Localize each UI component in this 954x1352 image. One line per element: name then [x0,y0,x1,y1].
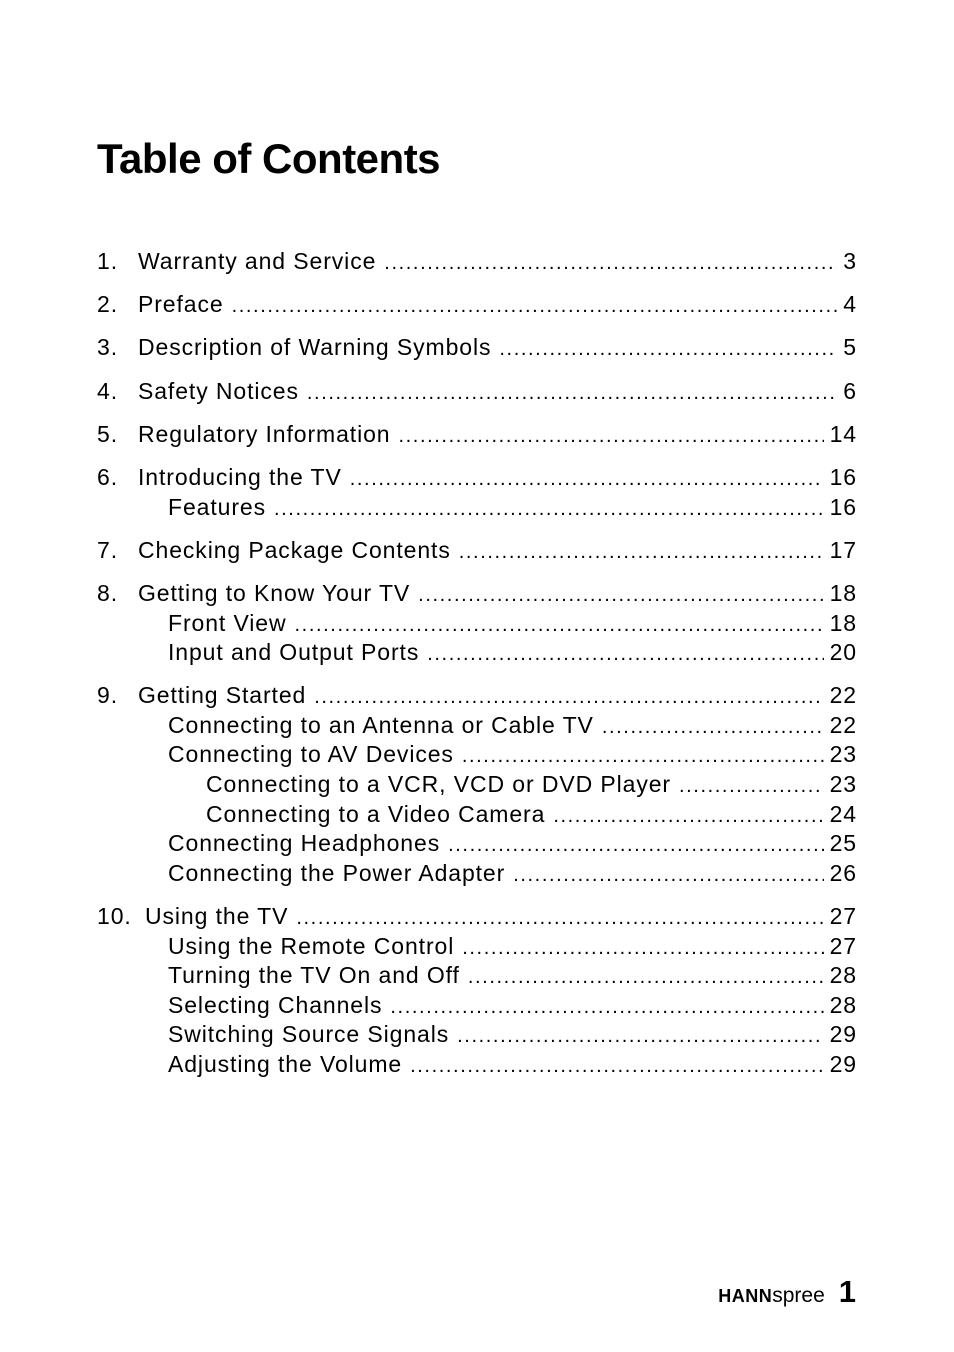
toc-label: Preface [138,291,224,318]
dot-leader [390,996,823,1019]
toc-subentry[interactable] [97,992,857,1022]
toc-label: Input and Output Ports [168,639,420,666]
toc-subentry[interactable] [97,494,857,524]
dot-leader [553,805,823,828]
toc-label: Turning the TV On and Off [168,962,460,989]
toc-page-number: 18 [829,609,857,636]
toc-page-number: 18 [829,579,857,606]
dot-leader [307,382,837,405]
toc-entry[interactable] [97,334,857,364]
toc-number: 8. [97,579,118,606]
toc-number: 4. [97,377,118,404]
toc-page-number: 16 [829,493,857,520]
toc-subentry[interactable] [97,1051,857,1081]
dot-leader [513,864,823,887]
toc-page-number: 22 [829,711,857,738]
toc-page-number: 24 [829,800,857,827]
toc-page-number: 22 [829,682,857,709]
toc-label: Introducing the TV [138,463,342,490]
toc-number: 10. [97,903,132,930]
toc-subentry[interactable] [97,639,857,669]
dot-leader [462,937,823,960]
toc-label: Features [168,493,266,520]
toc-page-number: 5 [843,334,857,361]
dot-leader [410,1055,824,1078]
toc-page-number: 17 [829,536,857,563]
dot-leader [462,745,824,768]
toc-label: Using the TV [145,903,289,930]
toc-page-number: 3 [843,248,857,274]
toc-page-number: 23 [829,771,857,798]
toc-number: 1. [97,248,118,274]
toc-subentry[interactable] [97,610,857,640]
toc-page-number: 20 [829,639,857,666]
toc-page-number: 29 [829,1051,857,1077]
toc-entry[interactable] [97,421,857,451]
toc-page-number: 14 [829,420,857,447]
brand-logo-hann: HANN [718,1286,773,1306]
toc-label: Selecting Channels [168,991,383,1018]
toc-entry[interactable] [97,291,857,321]
toc-number: 3. [97,334,118,361]
toc-subentry[interactable] [97,712,857,742]
dot-leader [448,834,824,857]
toc-label: Front View [168,609,287,636]
dot-leader [602,716,824,739]
dot-leader [384,252,837,275]
dot-leader [459,541,824,564]
toc-label: Connecting Headphones [168,830,441,857]
toc-label: Adjusting the Volume [168,1051,403,1077]
dot-leader [427,643,823,666]
toc-page-number: 23 [829,741,857,768]
toc-label: Description of Warning Symbols [138,334,492,361]
toc-label: Regulatory Information [138,420,391,447]
toc-entry[interactable] [97,378,857,408]
toc-number: 6. [97,463,118,490]
brand-logo-spree: spree [772,1284,825,1307]
toc-page-number: 6 [843,377,857,404]
toc-subentry[interactable] [97,860,857,890]
toc-label: Switching Source Signals [168,1021,450,1048]
toc-page-number: 27 [829,932,857,959]
toc-entry[interactable] [97,248,857,278]
toc-subentry[interactable] [97,741,857,771]
toc-entry[interactable] [97,580,857,610]
toc-entry[interactable] [97,903,857,933]
page-title: Table of Contents [97,135,441,182]
toc-label: Safety Notices [138,377,299,404]
dot-leader [499,338,837,361]
toc-label: Connecting the Power Adapter [168,859,506,886]
toc-page-number: 26 [829,859,857,886]
toc-number: 5. [97,420,118,447]
toc-label: Connecting to an Antenna or Cable TV [168,711,594,738]
dot-leader [295,614,824,637]
dot-leader [350,468,824,491]
toc-subentry[interactable] [97,962,857,992]
page-number: 1 [838,1274,856,1309]
dot-leader [232,295,837,318]
toc-page-number: 27 [829,903,857,930]
toc-label: Getting to Know Your TV [138,579,411,606]
toc-label: Using the Remote Control [168,932,455,959]
dot-leader [398,425,823,448]
toc-label: Checking Package Contents [138,536,451,563]
toc-page-number: 29 [829,1021,857,1048]
dot-leader [296,907,823,930]
toc-subentry[interactable] [97,830,857,860]
toc-number: 9. [97,682,118,709]
toc-page-number: 28 [829,962,857,989]
toc-entry[interactable] [97,682,857,712]
toc-page-number: 28 [829,991,857,1018]
dot-leader [679,775,824,798]
toc-page-number: 25 [829,830,857,857]
toc-entry[interactable] [97,464,857,494]
toc-subentry[interactable] [97,1021,857,1051]
dot-leader [468,966,824,989]
toc-label: Connecting to a VCR, VCD or DVD Player [206,771,671,798]
toc-label: Getting Started [138,682,307,709]
toc-subsubentry[interactable] [97,801,857,831]
toc-entry[interactable] [97,537,857,567]
dot-leader [274,498,824,521]
toc-number: 2. [97,291,118,318]
toc-page-number: 16 [829,463,857,490]
toc-label: Connecting to AV Devices [168,741,454,768]
dot-leader [457,1025,823,1048]
dot-leader [418,584,823,607]
toc-label: Connecting to a Video Camera [206,800,546,827]
dot-leader [314,686,823,709]
toc-subsubentry[interactable] [97,771,857,801]
table-of-contents [97,248,857,1081]
page-footer [718,1274,856,1310]
toc-subentry[interactable] [97,933,857,963]
toc-number: 7. [97,536,118,563]
toc-label: Warranty and Service [138,248,377,274]
toc-page-number: 4 [843,291,857,318]
